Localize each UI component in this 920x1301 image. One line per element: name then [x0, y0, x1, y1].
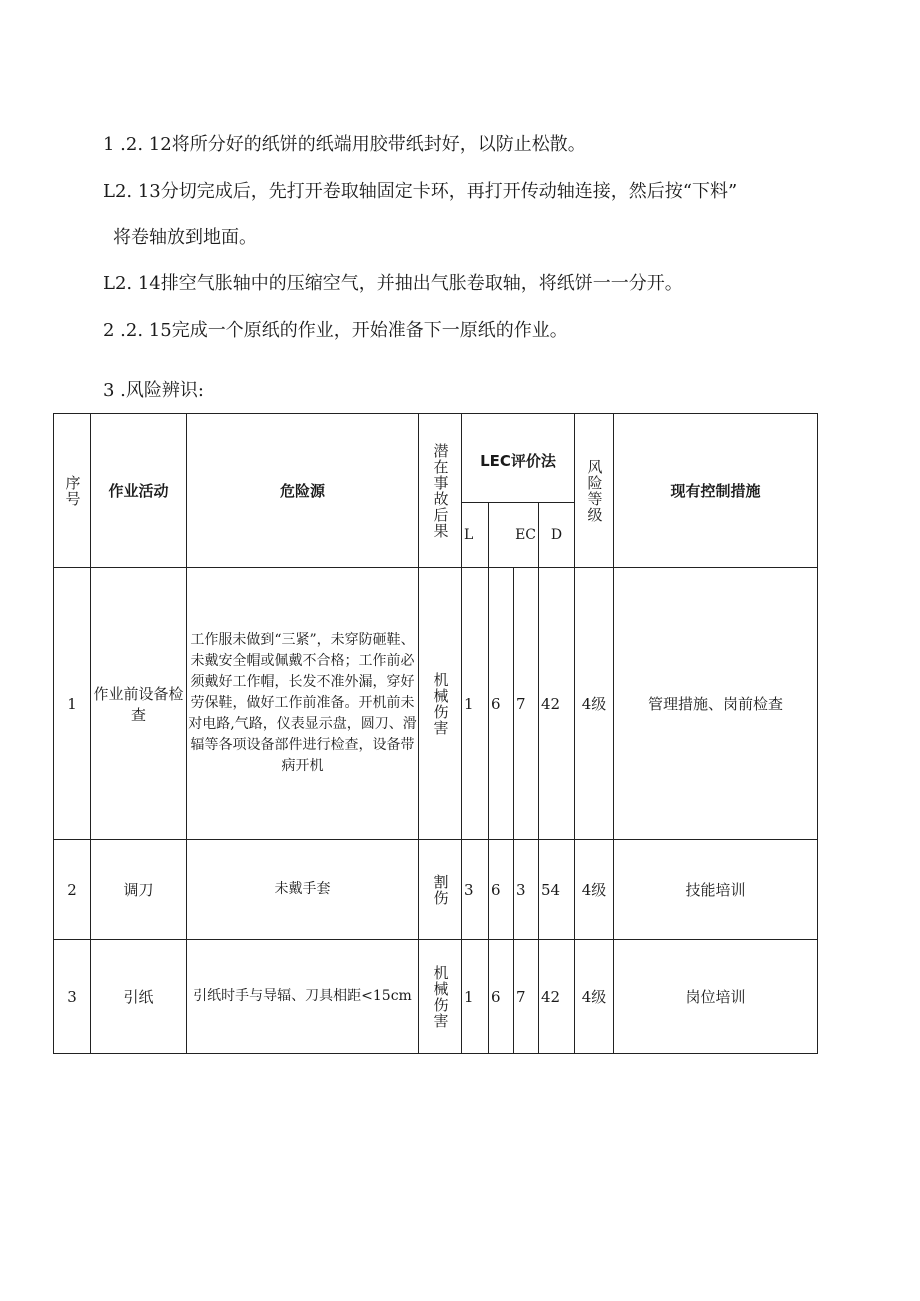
row-d: 42	[539, 568, 575, 840]
row-consequence: 割伤	[419, 840, 462, 940]
table-row	[54, 840, 818, 940]
header-hazard: 危险源	[187, 414, 419, 568]
row-e: 6	[489, 840, 514, 940]
row-c: 3	[514, 840, 539, 940]
row-hazard: 引纸时手与导辐、刀具相距<15cm	[187, 940, 419, 1054]
row-no: 2	[54, 840, 91, 940]
row-activity: 调刀	[91, 840, 187, 940]
row-activity: 引纸	[91, 940, 187, 1054]
paragraph-2-2-15: 2 .2. 15完成一个原纸的作业，开始准备下一原纸的作业。	[103, 320, 568, 341]
table-row	[54, 568, 818, 840]
row-l: 1	[462, 940, 489, 1054]
row-measures: 管理措施、岗前检查	[614, 568, 818, 840]
header-consequence: 潜在事故后果	[419, 414, 462, 568]
row-level: 4级	[575, 568, 614, 840]
row-l: 1	[462, 568, 489, 840]
risk-identification-table	[53, 413, 818, 1054]
row-measures: 岗位培训	[614, 940, 818, 1054]
header-activity: 作业活动	[91, 414, 187, 568]
paragraph-1-2-13: L2. 13分切完成后，先打开卷取轴固定卡环，再打开传动轴连接，然后按“下料”	[103, 181, 738, 202]
header-ec: EC	[489, 503, 539, 568]
table-row	[54, 940, 818, 1054]
row-e: 6	[489, 568, 514, 840]
paragraph-1-2-14: L2. 14排空气胀轴中的压缩空气，并抽出气胀卷取轴，将纸饼一一分开。	[103, 273, 683, 294]
header-l: L	[462, 503, 489, 568]
row-l: 3	[462, 840, 489, 940]
row-c: 7	[514, 940, 539, 1054]
row-hazard: 未戴手套	[187, 840, 419, 940]
section-heading-risk: 3 .风险辨识:	[103, 380, 204, 401]
row-c: 7	[514, 568, 539, 840]
header-no: 序号	[54, 414, 91, 568]
paragraph-1-2-12: 1 .2. 12将所分好的纸饼的纸端用胶带纸封好，以防止松散。	[103, 134, 586, 155]
row-consequence: 机械伤害	[419, 940, 462, 1054]
header-d: D	[539, 503, 575, 568]
paragraph-1-2-13-cont: 将卷轴放到地面。	[113, 227, 257, 248]
row-d: 54	[539, 840, 575, 940]
header-lec: LEC评价法	[462, 414, 575, 503]
row-activity: 作业前设备检查	[91, 568, 187, 840]
header-measures: 现有控制措施	[614, 414, 818, 568]
row-e: 6	[489, 940, 514, 1054]
row-no: 3	[54, 940, 91, 1054]
row-no: 1	[54, 568, 91, 840]
row-consequence: 机械伤害	[419, 568, 462, 840]
row-hazard: 工作服未做到“三紧”，未穿防砸鞋、未戴安全帽或佩戴不合格；工作前必须戴好工作帽，长发不准外漏，穿好劳保鞋，做好工作前准备。开机前未对电路,气路，仪表显示盘，圆刀、滑辐等各项设备部件进行检查，设备带病开机	[187, 568, 419, 840]
row-d: 42	[539, 940, 575, 1054]
header-risk-level: 风险等级	[575, 414, 614, 568]
row-level: 4级	[575, 840, 614, 940]
table-header-row	[54, 414, 818, 503]
row-measures: 技能培训	[614, 840, 818, 940]
row-level: 4级	[575, 940, 614, 1054]
